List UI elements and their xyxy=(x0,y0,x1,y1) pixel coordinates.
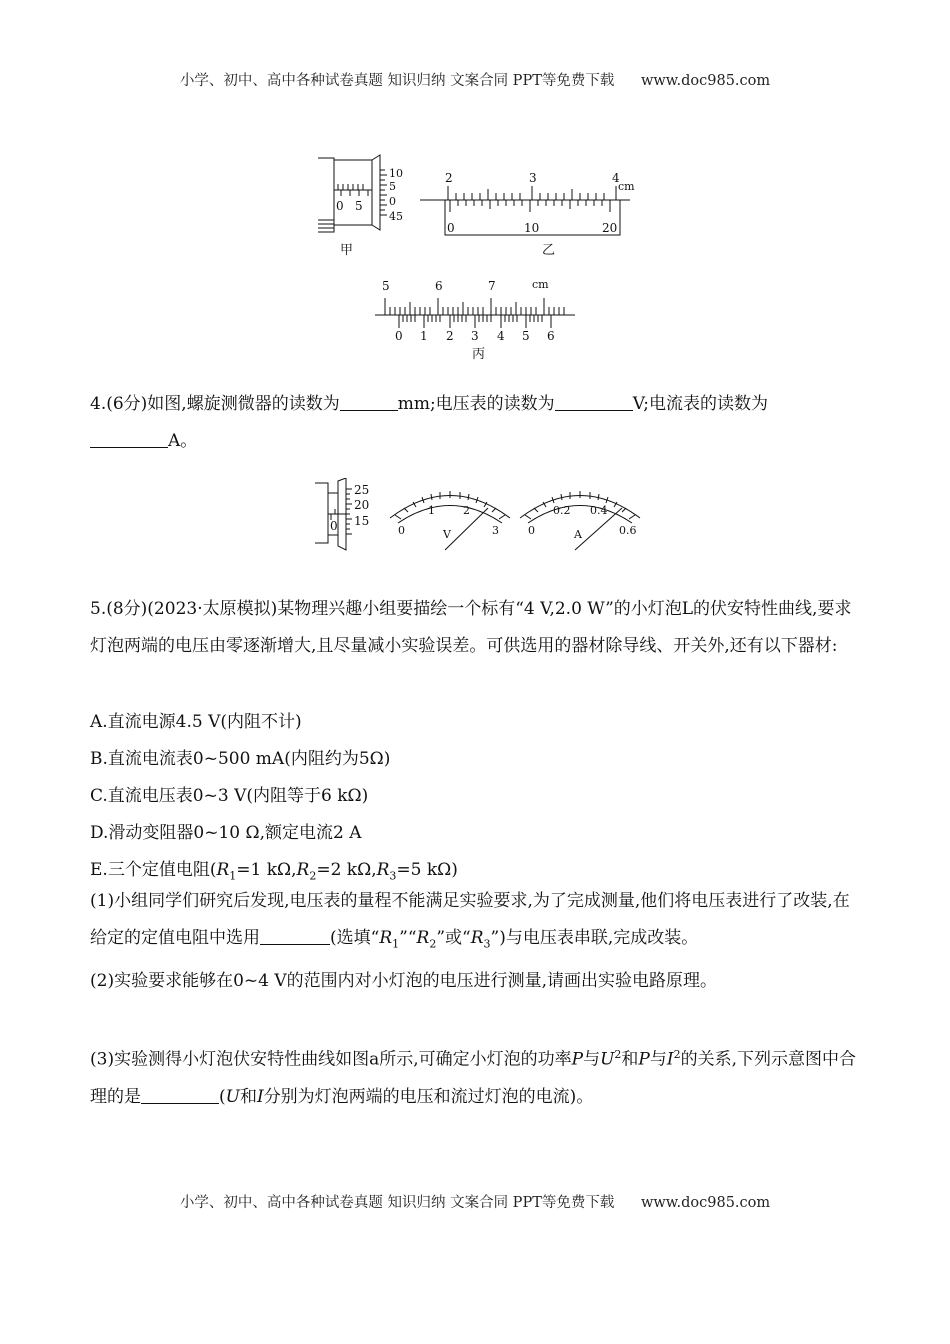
option-e-prefix: E.三个定值电阻( xyxy=(90,860,217,880)
part1-text-c: ”“ xyxy=(399,928,417,948)
r3-subscript: 3 xyxy=(483,937,491,951)
header-text: 小学、初中、高中各种试卷真题 知识归纳 文案合同 PPT等免费下载 xyxy=(179,73,615,89)
bing-vernier-label-5: 5 xyxy=(522,329,530,343)
u-symbol: U xyxy=(600,1049,615,1070)
q4-end: A。 xyxy=(168,431,198,451)
ammeter-unit: A xyxy=(574,528,582,541)
q5-option-b: B.直流电流表0~500 mA(内阻约为5Ω) xyxy=(90,749,391,769)
q4-prefix: 4.(6分)如图,螺旋测微器的读数为 xyxy=(90,394,340,414)
part3-text-c: 和 xyxy=(621,1049,639,1070)
jia-sleeve-label-5: 5 xyxy=(355,199,363,213)
r3-value: =5 kΩ) xyxy=(396,860,458,880)
r-symbol: R xyxy=(416,928,430,948)
voltmeter-label-2: 2 xyxy=(463,504,470,517)
yi-main-label-2: 2 xyxy=(445,171,453,185)
part3-blank[interactable] xyxy=(141,1087,219,1104)
part1-text-b: (选填“ xyxy=(330,928,380,948)
q4-blank-ammeter[interactable] xyxy=(90,431,168,448)
bing-vernier-label-0: 0 xyxy=(395,329,403,343)
footer-text: 小学、初中、高中各种试卷真题 知识归纳 文案合同 PPT等免费下载 xyxy=(179,1195,615,1211)
q5-part2: (2)实验要求能够在0~4 V的范围内对小灯泡的电压进行测量,请画出实验电路原理。 xyxy=(90,971,718,991)
q4-blank-voltmeter[interactable] xyxy=(555,394,633,411)
r2-subscript: 2 xyxy=(309,869,317,883)
r1-value: =1 kΩ, xyxy=(236,860,297,880)
voltmeter-label-0: 0 xyxy=(398,524,405,537)
r2-value: =2 kΩ, xyxy=(316,860,377,880)
q4-mid2: V;电流表的读数为 xyxy=(632,394,768,414)
part1-text-e: ”)与电压表串联,完成改装。 xyxy=(490,928,699,948)
bing-main-label-5: 5 xyxy=(382,279,390,293)
r1-subscript: 1 xyxy=(229,869,237,883)
ammeter-label-0.4: 0.4 xyxy=(590,504,608,517)
yi-unit: cm xyxy=(618,180,635,193)
r-symbol: R xyxy=(296,860,310,880)
figure-1 xyxy=(300,150,660,365)
voltmeter-unit: V xyxy=(443,528,451,541)
q5-option-c: C.直流电压表0~3 V(内阻等于6 kΩ) xyxy=(90,786,369,806)
u-square: 2 xyxy=(614,1048,622,1061)
part3-text-a: (3)实验测得小灯泡伏安特性曲线如图a所示,可确定小灯泡的功率 xyxy=(90,1049,572,1070)
header-site: www.doc985.com xyxy=(640,73,771,89)
q4-blank-micrometer[interactable] xyxy=(340,394,398,411)
part1-text: (1)小组同学们研究后发现,电压表的量程不能满足实验要求,为了完成测量,他们将电压表进行了改装,在给定的定值电阻中选用 xyxy=(90,891,850,948)
p-symbol: P xyxy=(571,1049,584,1070)
page-footer xyxy=(0,1191,950,1212)
r2-subscript: 2 xyxy=(429,937,437,951)
bing-vernier-label-1: 1 xyxy=(420,329,428,343)
bing-vernier-label-4: 4 xyxy=(497,329,505,343)
yi-main-label-3: 3 xyxy=(529,171,537,185)
q5-option-a: A.直流电源4.5 V(内阻不计) xyxy=(90,712,302,732)
jia-thimble-label-0: 0 xyxy=(389,195,396,208)
r3-subscript: 3 xyxy=(389,869,397,883)
i-square: 2 xyxy=(673,1048,681,1061)
bing-caption: 丙 xyxy=(472,347,486,362)
q5-part1 xyxy=(90,883,860,962)
r-symbol: R xyxy=(470,928,484,948)
r-symbol: R xyxy=(379,928,393,948)
q5-option-d: D.滑动变阻器0~10 Ω,额定电流2 A xyxy=(90,823,362,843)
part3-text-b: 与 xyxy=(583,1049,601,1070)
q5-option-e xyxy=(90,855,458,882)
r-symbol: R xyxy=(376,860,390,880)
q4-line2 xyxy=(90,426,197,451)
q4-mid1: mm;电压表的读数为 xyxy=(397,394,555,414)
jia-thimble-label-45: 45 xyxy=(389,210,403,223)
figure-2 xyxy=(310,478,650,553)
part3-text-h: 分别为灯泡两端的电压和流过灯泡的电流)。 xyxy=(263,1086,594,1107)
bing-main-label-7: 7 xyxy=(488,279,496,293)
ammeter-label-0.6: 0.6 xyxy=(619,524,637,537)
part3-text-g: 和 xyxy=(239,1086,257,1107)
voltmeter-label-3: 3 xyxy=(492,524,499,537)
yi-vernier-label-0: 0 xyxy=(447,221,455,235)
bing-vernier-label-6: 6 xyxy=(547,329,555,343)
bing-unit: cm xyxy=(532,278,549,291)
yi-main-label-4: 4 xyxy=(612,171,620,185)
part3-text-d: 与 xyxy=(649,1049,667,1070)
yi-vernier-label-10: 10 xyxy=(524,221,540,235)
q5-intro: 5.(8分)(2023·太原模拟)某物理兴趣小组要描绘一个标有“4 V,2.0 W”的小灯泡L的伏安特性曲线,要求灯泡两端的电压由零逐渐增大,且尽量减小实验误差。可供选用的器材除导线、开关外,还有以下器材: xyxy=(90,599,852,656)
micrometer-label-25: 25 xyxy=(354,483,370,497)
part3-text-f: ( xyxy=(219,1086,226,1107)
u-symbol: U xyxy=(225,1086,240,1107)
page-header xyxy=(0,69,950,90)
micrometer-label-20: 20 xyxy=(354,498,370,512)
bing-vernier-label-3: 3 xyxy=(471,329,479,343)
part1-blank[interactable] xyxy=(260,928,330,945)
r1-subscript: 1 xyxy=(392,937,400,951)
voltmeter-label-1: 1 xyxy=(428,504,435,517)
ammeter-label-0.2: 0.2 xyxy=(553,504,571,517)
yi-vernier-label-20: 20 xyxy=(602,221,618,235)
part1-text-d: ”或“ xyxy=(436,928,471,948)
bing-vernier-label-2: 2 xyxy=(446,329,454,343)
bing-main-label-6: 6 xyxy=(435,279,443,293)
yi-caption: 乙 xyxy=(542,243,556,258)
jia-sleeve-label-0: 0 xyxy=(336,199,344,213)
i-symbol: I xyxy=(256,1086,264,1107)
ammeter-label-0: 0 xyxy=(528,524,535,537)
p-symbol: P xyxy=(638,1049,650,1070)
r-symbol: R xyxy=(216,860,230,880)
jia-caption: 甲 xyxy=(340,243,354,258)
jia-thimble-label-5: 5 xyxy=(389,180,396,193)
q5-part3 xyxy=(90,1036,860,1116)
q4-line1 xyxy=(90,389,768,414)
footer-site: www.doc985.com xyxy=(640,1195,771,1211)
jia-thimble-label-10: 10 xyxy=(389,167,403,180)
i-symbol: I xyxy=(666,1049,674,1070)
micrometer-label-15: 15 xyxy=(354,514,370,528)
part3-text-e: 的关系,下列示意图中合理的是 xyxy=(90,1049,856,1107)
micrometer-sleeve-label: 0 xyxy=(330,519,338,533)
